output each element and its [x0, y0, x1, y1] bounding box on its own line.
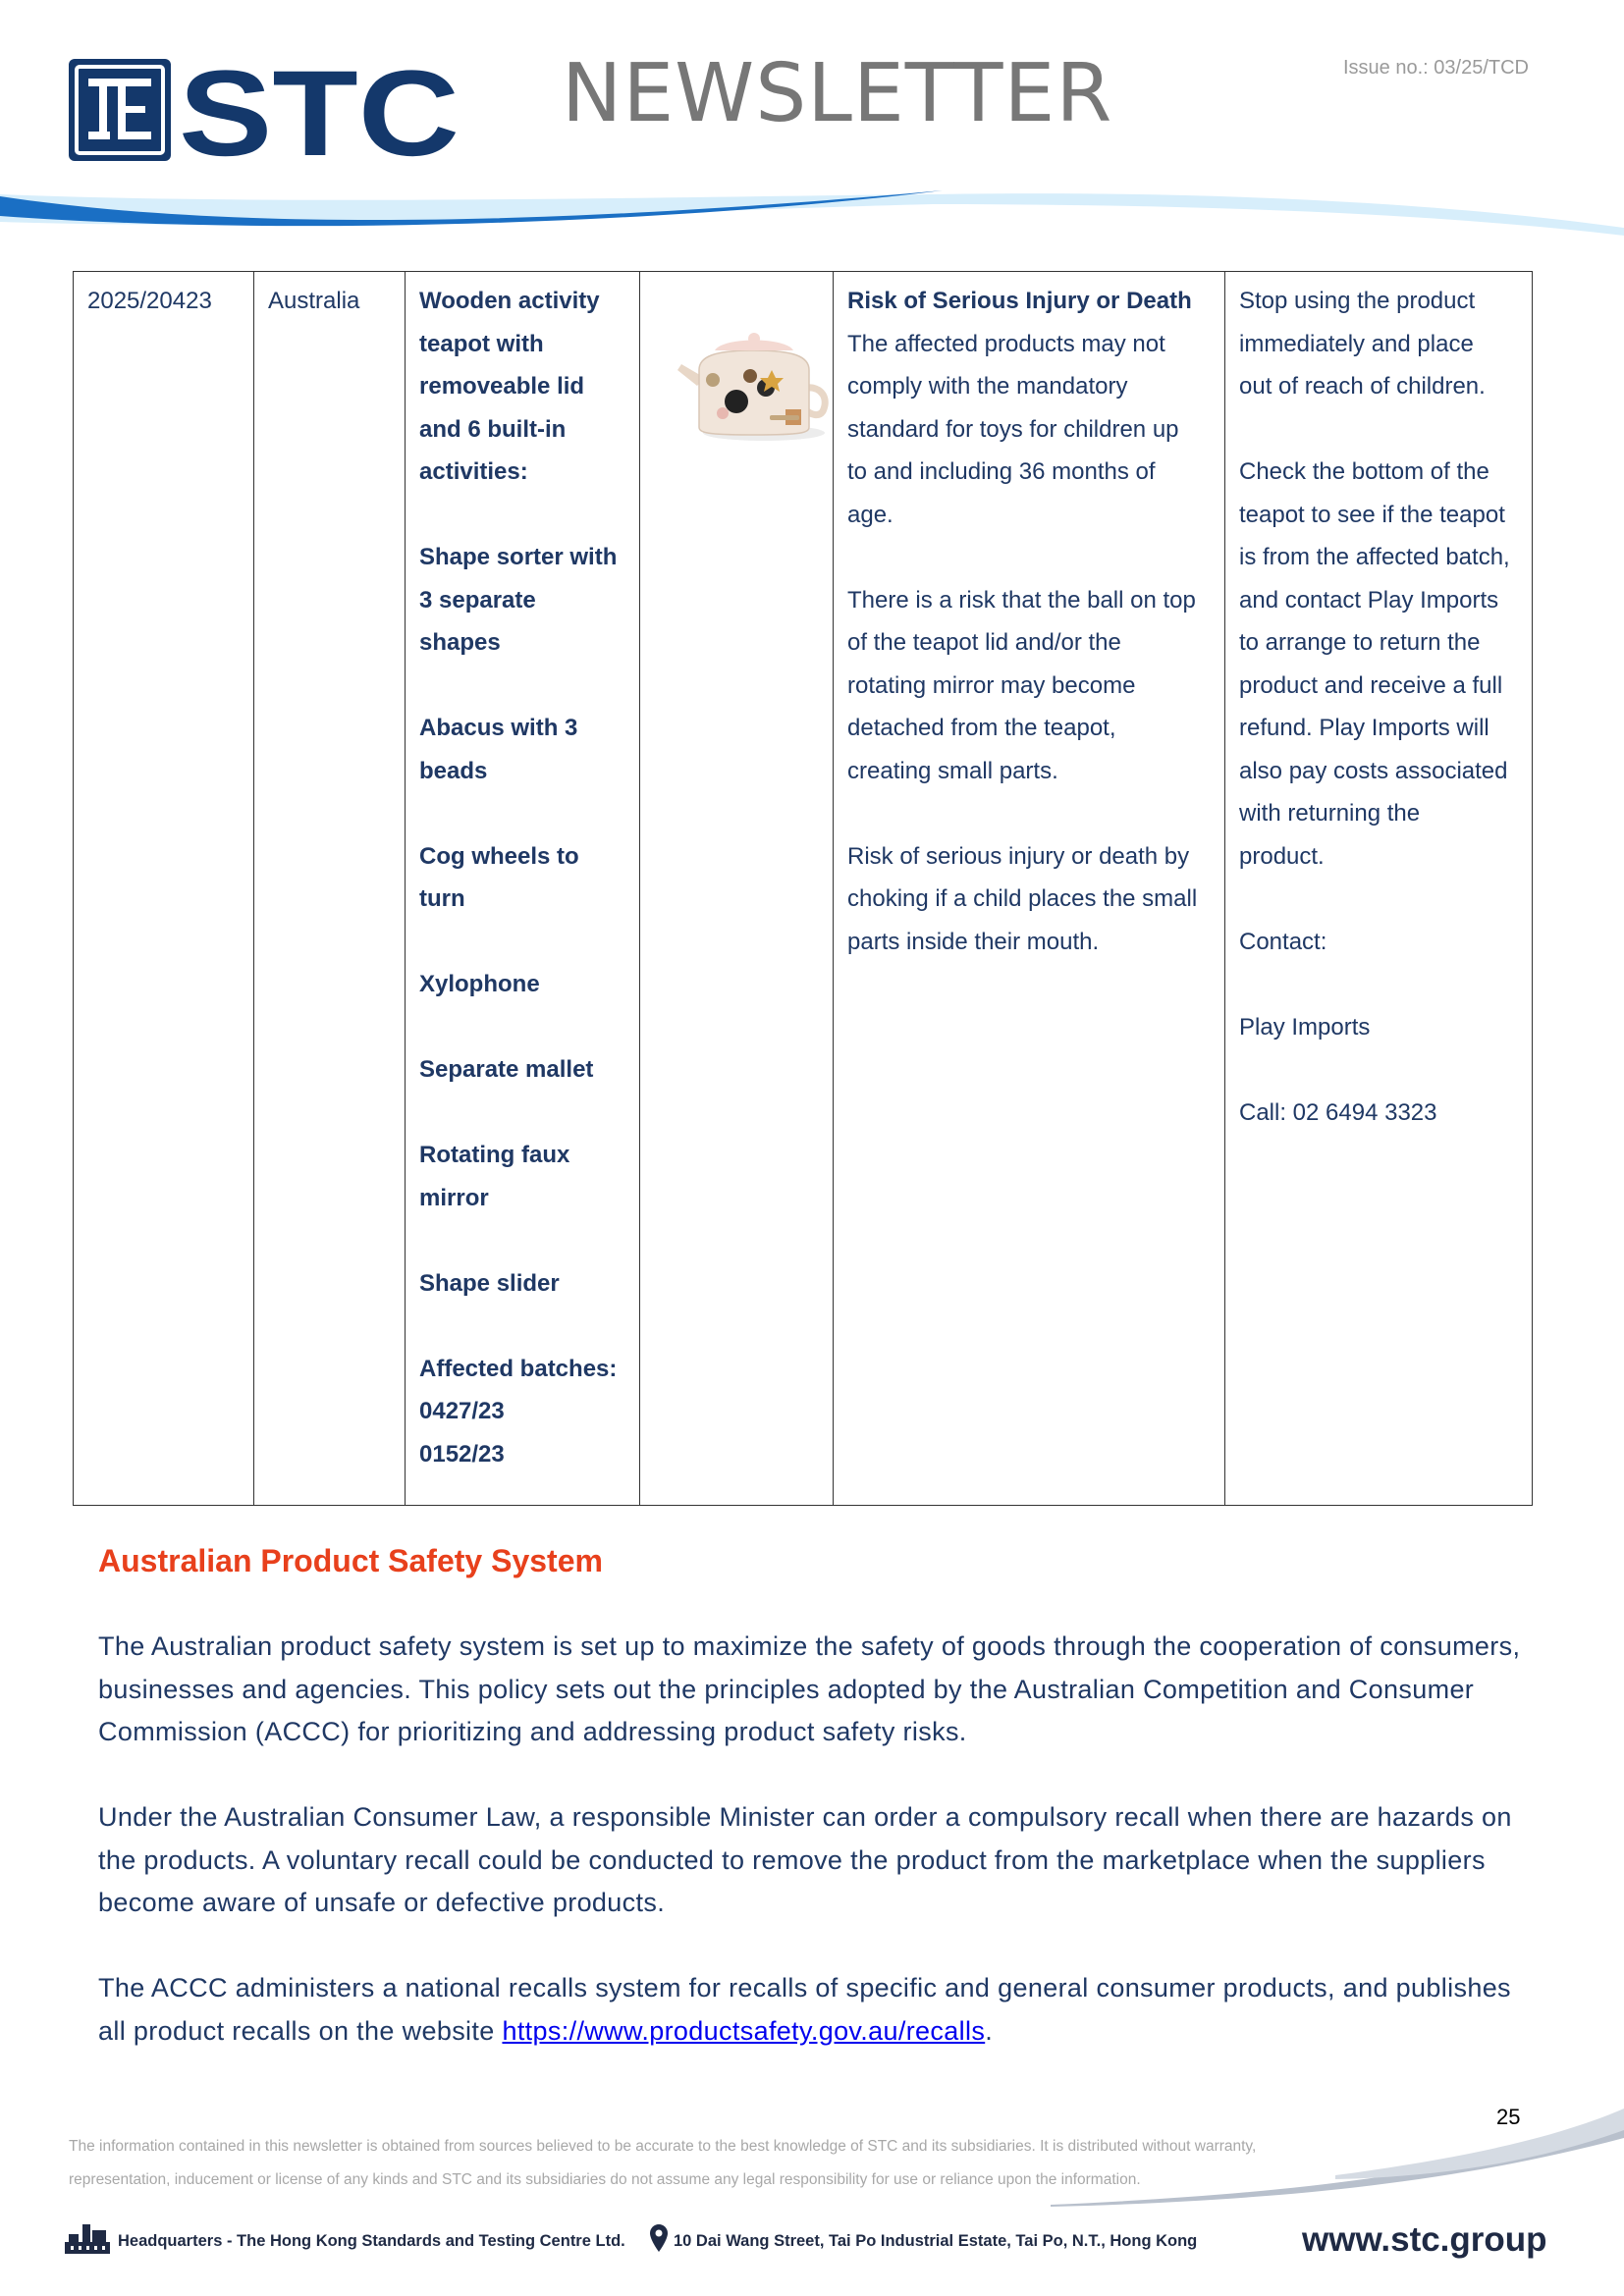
- page-footer: [63, 2220, 1565, 2260]
- action-line: to arrange to return the: [1239, 629, 1481, 656]
- product-line: beads: [419, 757, 488, 784]
- location-pin-icon: [650, 2224, 668, 2252]
- action-line: refund. Play Imports will: [1239, 715, 1489, 741]
- stc-logo: [69, 57, 461, 163]
- headquarters-text: Headquarters - The Hong Kong Standards and Testing Centre Ltd.: [118, 2232, 625, 2250]
- blank-line: [1239, 1048, 1520, 1092]
- hazard-line: standard for toys for children up: [847, 415, 1179, 443]
- blank-line: [419, 1305, 627, 1348]
- hazard-line: parts inside their mouth.: [847, 928, 1100, 955]
- product-line: Xylophone: [419, 971, 540, 997]
- product-line: turn: [419, 885, 465, 912]
- blank-line: [847, 536, 1213, 579]
- blank-line: [419, 1092, 627, 1135]
- blank-line: [419, 921, 627, 964]
- hazard-line: to and including 36 months of: [847, 458, 1156, 485]
- action-line: Check the bottom of the: [1239, 458, 1489, 485]
- action-line: with returning the: [1239, 800, 1421, 827]
- paragraph-3-text: The ACCC administers a national recalls system for recalls of specific and general consumer products, and publishes all product recalls on the website: [98, 1973, 1511, 2046]
- product-line: Abacus with 3: [419, 715, 578, 741]
- hazard-line: Risk of serious injury or death by: [847, 842, 1190, 870]
- hazard-line: detached from the teapot,: [847, 715, 1116, 741]
- hazard-line: age.: [847, 501, 893, 528]
- product-line: mirror: [419, 1184, 489, 1211]
- hazard-line: of the teapot lid and/or the: [847, 629, 1121, 656]
- reference-number: 2025/20423: [87, 288, 212, 314]
- action-line: also pay costs associated: [1239, 757, 1508, 784]
- blank-line: [419, 494, 627, 537]
- recalls-link[interactable]: https://www.productsafety.gov.au/recalls: [502, 2015, 986, 2046]
- action-line: Play Imports: [1239, 1013, 1371, 1041]
- hazard-line: comply with the mandatory: [847, 373, 1128, 400]
- country-cell: [254, 272, 406, 1506]
- product-line: Shape slider: [419, 1269, 560, 1297]
- table-row: [74, 272, 1533, 1506]
- action-line: Stop using the product: [1239, 288, 1476, 314]
- blank-line: [1239, 878, 1520, 921]
- product-line: 0427/23: [419, 1398, 505, 1424]
- hazard-line: The affected products may not: [847, 330, 1165, 357]
- website-link[interactable]: www.stc.group: [1302, 2220, 1547, 2259]
- product-line: Cog wheels to: [419, 842, 579, 870]
- hazard-description: [847, 323, 1213, 964]
- action-line: and contact Play Imports: [1239, 586, 1499, 614]
- product-line: Separate mallet: [419, 1056, 594, 1083]
- product-image-cell: [640, 272, 834, 1506]
- product-description: [419, 280, 627, 1475]
- disclaimer-text: The information contained in this newsletter is obtained from sources believed to be accurate to the best knowledge of STC and its subsidiaries. It is distributed without warranty, representation, inducement or license of any kinds and STC and its subsidiaries do not assume any legal responsibility for use or reliance upon the information.: [69, 2138, 1257, 2188]
- action-line: teapot to see if the teapot: [1239, 501, 1505, 528]
- blank-line: [419, 1219, 627, 1262]
- section-heading: Australian Product Safety System: [98, 1543, 603, 1578]
- logo-text: STC: [179, 57, 460, 163]
- header-swoosh-decoration: [0, 177, 1624, 255]
- paragraph-1: The Australian product safety system is set up to maximize the safety of goods through the cooperation of consumers, businesses and agencies. This policy sets out the principles adopted by the Australian Competition and Consumer Commission (ACCC) for prioritizing and addressing product safety risks.: [98, 1631, 1521, 1746]
- recall-table: [73, 271, 1533, 1506]
- wooden-teapot-toy-image: [676, 331, 833, 449]
- product-line: shapes: [419, 629, 501, 656]
- product-line: 0152/23: [419, 1440, 505, 1468]
- blank-line: [419, 665, 627, 708]
- action-cell: [1225, 272, 1533, 1506]
- action-line: Contact:: [1239, 928, 1327, 955]
- reference-number-cell: [74, 272, 254, 1506]
- hazard-title: Risk of Serious Injury or Death: [847, 288, 1192, 314]
- product-line: Rotating faux: [419, 1142, 570, 1168]
- newsletter-title: NEWSLETTER: [562, 47, 1113, 140]
- product-line: removeable lid: [419, 373, 585, 400]
- blank-line: [847, 792, 1213, 835]
- action-description: [1239, 280, 1520, 1134]
- product-line: Affected batches:: [419, 1355, 618, 1382]
- action-line: out of reach of children.: [1239, 373, 1486, 400]
- paragraph-3: [98, 1967, 1532, 2053]
- action-line: immediately and place: [1239, 330, 1474, 357]
- product-line: teapot with: [419, 330, 544, 357]
- building-icon: [63, 2222, 112, 2256]
- issue-number: Issue no.: 03/25/TCD: [1343, 57, 1529, 79]
- blank-line: [419, 1006, 627, 1049]
- hazard-line: rotating mirror may become: [847, 671, 1136, 699]
- action-line: product and receive a full: [1239, 671, 1503, 699]
- blank-line: [419, 792, 627, 835]
- action-line: product.: [1239, 842, 1325, 870]
- product-line: and 6 built-in: [419, 415, 567, 443]
- paragraph-2: Under the Australian Consumer Law, a responsible Minister can order a compulsory recall when there are hazards on the products. A voluntary recall could be conducted to remove the product from the marketplace when the suppliers become aware of unsafe or defective products.: [98, 1802, 1512, 1917]
- product-line: Shape sorter with: [419, 544, 618, 570]
- hazard-line: creating small parts.: [847, 757, 1058, 784]
- country: Australia: [268, 288, 360, 314]
- action-line: is from the affected batch,: [1239, 544, 1510, 570]
- page-number: 25: [1496, 2105, 1521, 2129]
- page-header: [0, 0, 1624, 255]
- product-description-cell: [406, 272, 640, 1506]
- hazard-line: There is a risk that the ball on top: [847, 586, 1196, 614]
- product-line: activities:: [419, 458, 528, 485]
- blank-line: [1239, 963, 1520, 1006]
- hazard-cell: [834, 272, 1225, 1506]
- hazard-line: choking if a child places the small: [847, 885, 1198, 912]
- blank-line: [1239, 408, 1520, 452]
- product-line: 3 separate: [419, 586, 536, 614]
- product-line: Wooden activity: [419, 288, 600, 314]
- action-line: Call: 02 6494 3323: [1239, 1098, 1437, 1126]
- paragraph-3-end: .: [985, 2015, 994, 2046]
- address-text: 10 Dai Wang Street, Tai Po Industrial Estate, Tai Po, N.T., Hong Kong: [674, 2232, 1198, 2250]
